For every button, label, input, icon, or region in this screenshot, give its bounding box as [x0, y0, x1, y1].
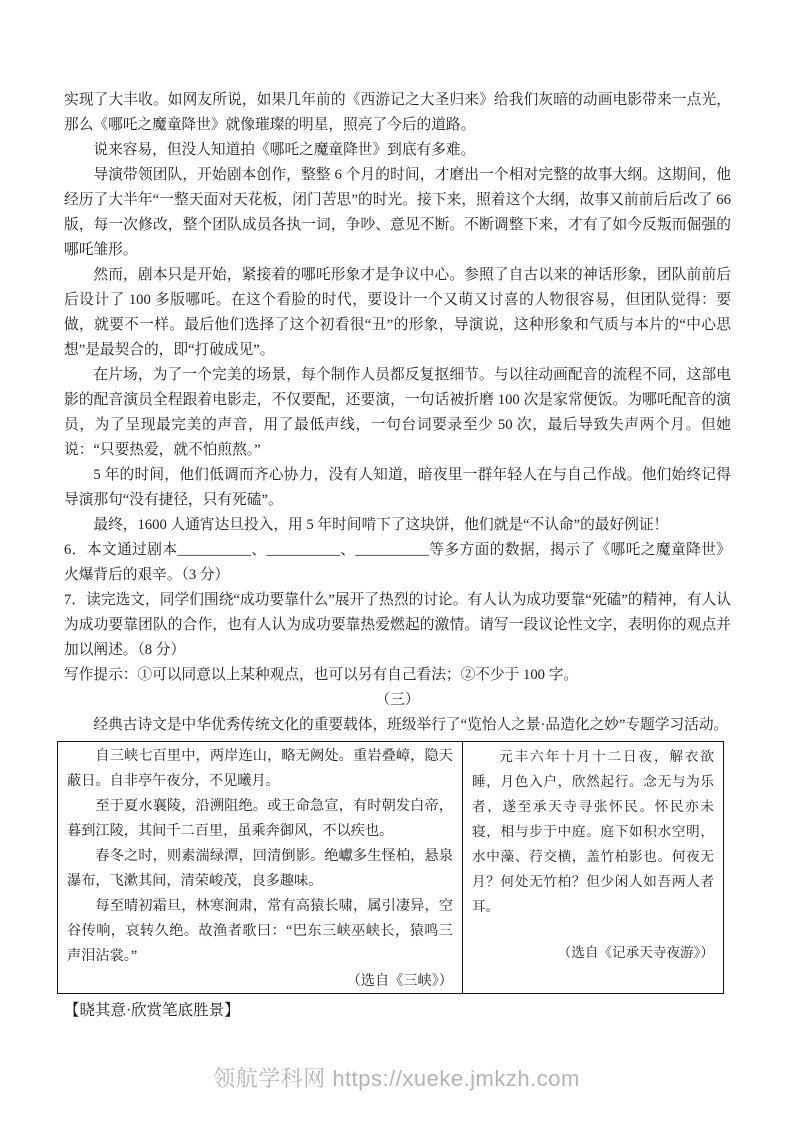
article-paragraph: 导演带领团队，开始剧本创作，整整 6 个月的时间，才磨出一个相对完整的故事大纲。这期间，他经历了大半年“一整天面对天花板，闭门苦思”的时光。接下来，照着这个大纲，故事又前前后后改了 66 版，每一次修改，整个团队成员各执一词，争吵、意见不断。不断调整下来，才有了如今反叛而倔强的哪吒雏形。 [64, 167, 731, 258]
article-paragraph: 最终，1600 人通宵达旦投入，用 5 年时间啃下了这块饼，他们就是“不认命”的最好例证！ [93, 517, 669, 533]
chengtiansi-attribution: （选自《记承天寺夜游》） [557, 945, 714, 960]
question-7: 7．读完选文，同学们围绕“成功要靠什么”展开了热烈的讨论。有人认为成功要靠“死磕”的精神，有人认为成功要靠团队的合作，也有人认为成功要靠热爱燃起的激情。请写一段议论性文字，表明你的观点并加以阐述。（8 分） [64, 592, 731, 658]
sanxia-paragraph: 春冬之时，则素湍绿潭，回清倒影。绝巘多生怪柏，悬泉瀑布，飞漱其间，清荣峻茂，良多趣味。 [67, 848, 453, 889]
sanxia-paragraph: 每至晴初霜旦，林寒涧肃，常有高猿长啸，属引凄异，空谷传响，哀转久绝。故渔者歌曰：“巴东三峡巫峡长，猿鸣三声泪沾裳。” [67, 898, 453, 964]
writing-hint: 写作提示：①可以同意以上某种观点，也可以另有自己看法；②不少于 100 字。 [64, 667, 579, 683]
article-paragraph: 然而，剧本只是开始，紧接着的哪吒形象才是争议中心。参照了自古以来的神话形象，团队前前后后设计了 100 多版哪吒。在这个看脸的时代，要设计一个又萌又讨喜的人物很容易，但团队觉得：要做，就要不一样。最后他们选择了这个初看很“丑”的形象，导演说，这种形象和气质与本片的“中心思想”是最契合的，即“打破成见”。 [64, 267, 731, 358]
question-6: 6．本文通过剧本__________、__________、__________等多方面的数据，揭示了《哪吒之魔童降世》火爆背后的艰辛。（3 分） [64, 542, 731, 583]
footer-label: 【晓其意·欣赏笔底胜景】 [64, 1002, 240, 1019]
section-marker: （三） [375, 692, 420, 708]
sanxia-paragraph: 自三峡七百里中，两岸连山，略无阙处。重岩叠嶂，隐天蔽日。自非亭午夜分，不见曦月。 [67, 748, 453, 789]
article-paragraph: 5 年的时间，他们低调而齐心协力，没有人知道，暗夜里一群年轻人在与自己作战。他们始终记得导演那句“没有捷径，只有死磕”。 [64, 467, 731, 508]
article-paragraph-continuation: 实现了大丰收。如网友所说，如果几年前的《西游记之大圣归来》给我们灰暗的动画电影带来一点光，那么《哪吒之魔童降世》就像璀璨的明星，照亮了今后的道路。 [64, 92, 731, 133]
sanxia-attribution: （选自《三峡》） [346, 973, 453, 989]
classical-texts-box [57, 741, 724, 994]
chengtiansi-paragraph: 元丰六年十月十二日夜，解衣欲睡，月色入户，欣然起行。念无与为乐者，遂至承天寺寻张怀民。怀民亦未寝，相与步于中庭。庭下如积水空明，水中藻、荇交横，盖竹柏影也。何夜无月？何处无竹柏？但少闲人如吾两人者耳。 [472, 749, 714, 914]
article-paragraph: 说来容易，但没人知道拍《哪吒之魔童降世》到底有多难。 [93, 142, 476, 158]
sanxia-text-panel [58, 742, 463, 993]
section-intro: 经典古诗文是中华优秀传统文化的重要载体，班级举行了“览怡人之景·品造化之妙”专题学习活动。 [93, 717, 729, 733]
sanxia-paragraph: 至于夏水襄陵，沿溯阻绝。或王命急宣，有时朝发白帝，暮到江陵，其间千二百里，虽乘奔御风，不以疾也。 [67, 798, 453, 839]
article-section [64, 88, 731, 738]
article-paragraph: 在片场，为了一个完美的场景，每个制作人员都反复抠细节。与以往动画配音的流程不同，这部电影的配音演员全程跟着电影走，不仅要配，还要演，一句话被折磨 100 次是家常便饭。为哪吒配音的演员，为了呈现最完美的声音，用了最低声线，一句台词要录至少 50 次，最后导致失声两个月。但她说：“只要热爱，就不怕煎熬。” [64, 367, 731, 458]
chengtiansi-text-panel [463, 742, 723, 993]
watermark: 领航学科网 https://xueke.jmkzh.com [213, 1066, 580, 1091]
